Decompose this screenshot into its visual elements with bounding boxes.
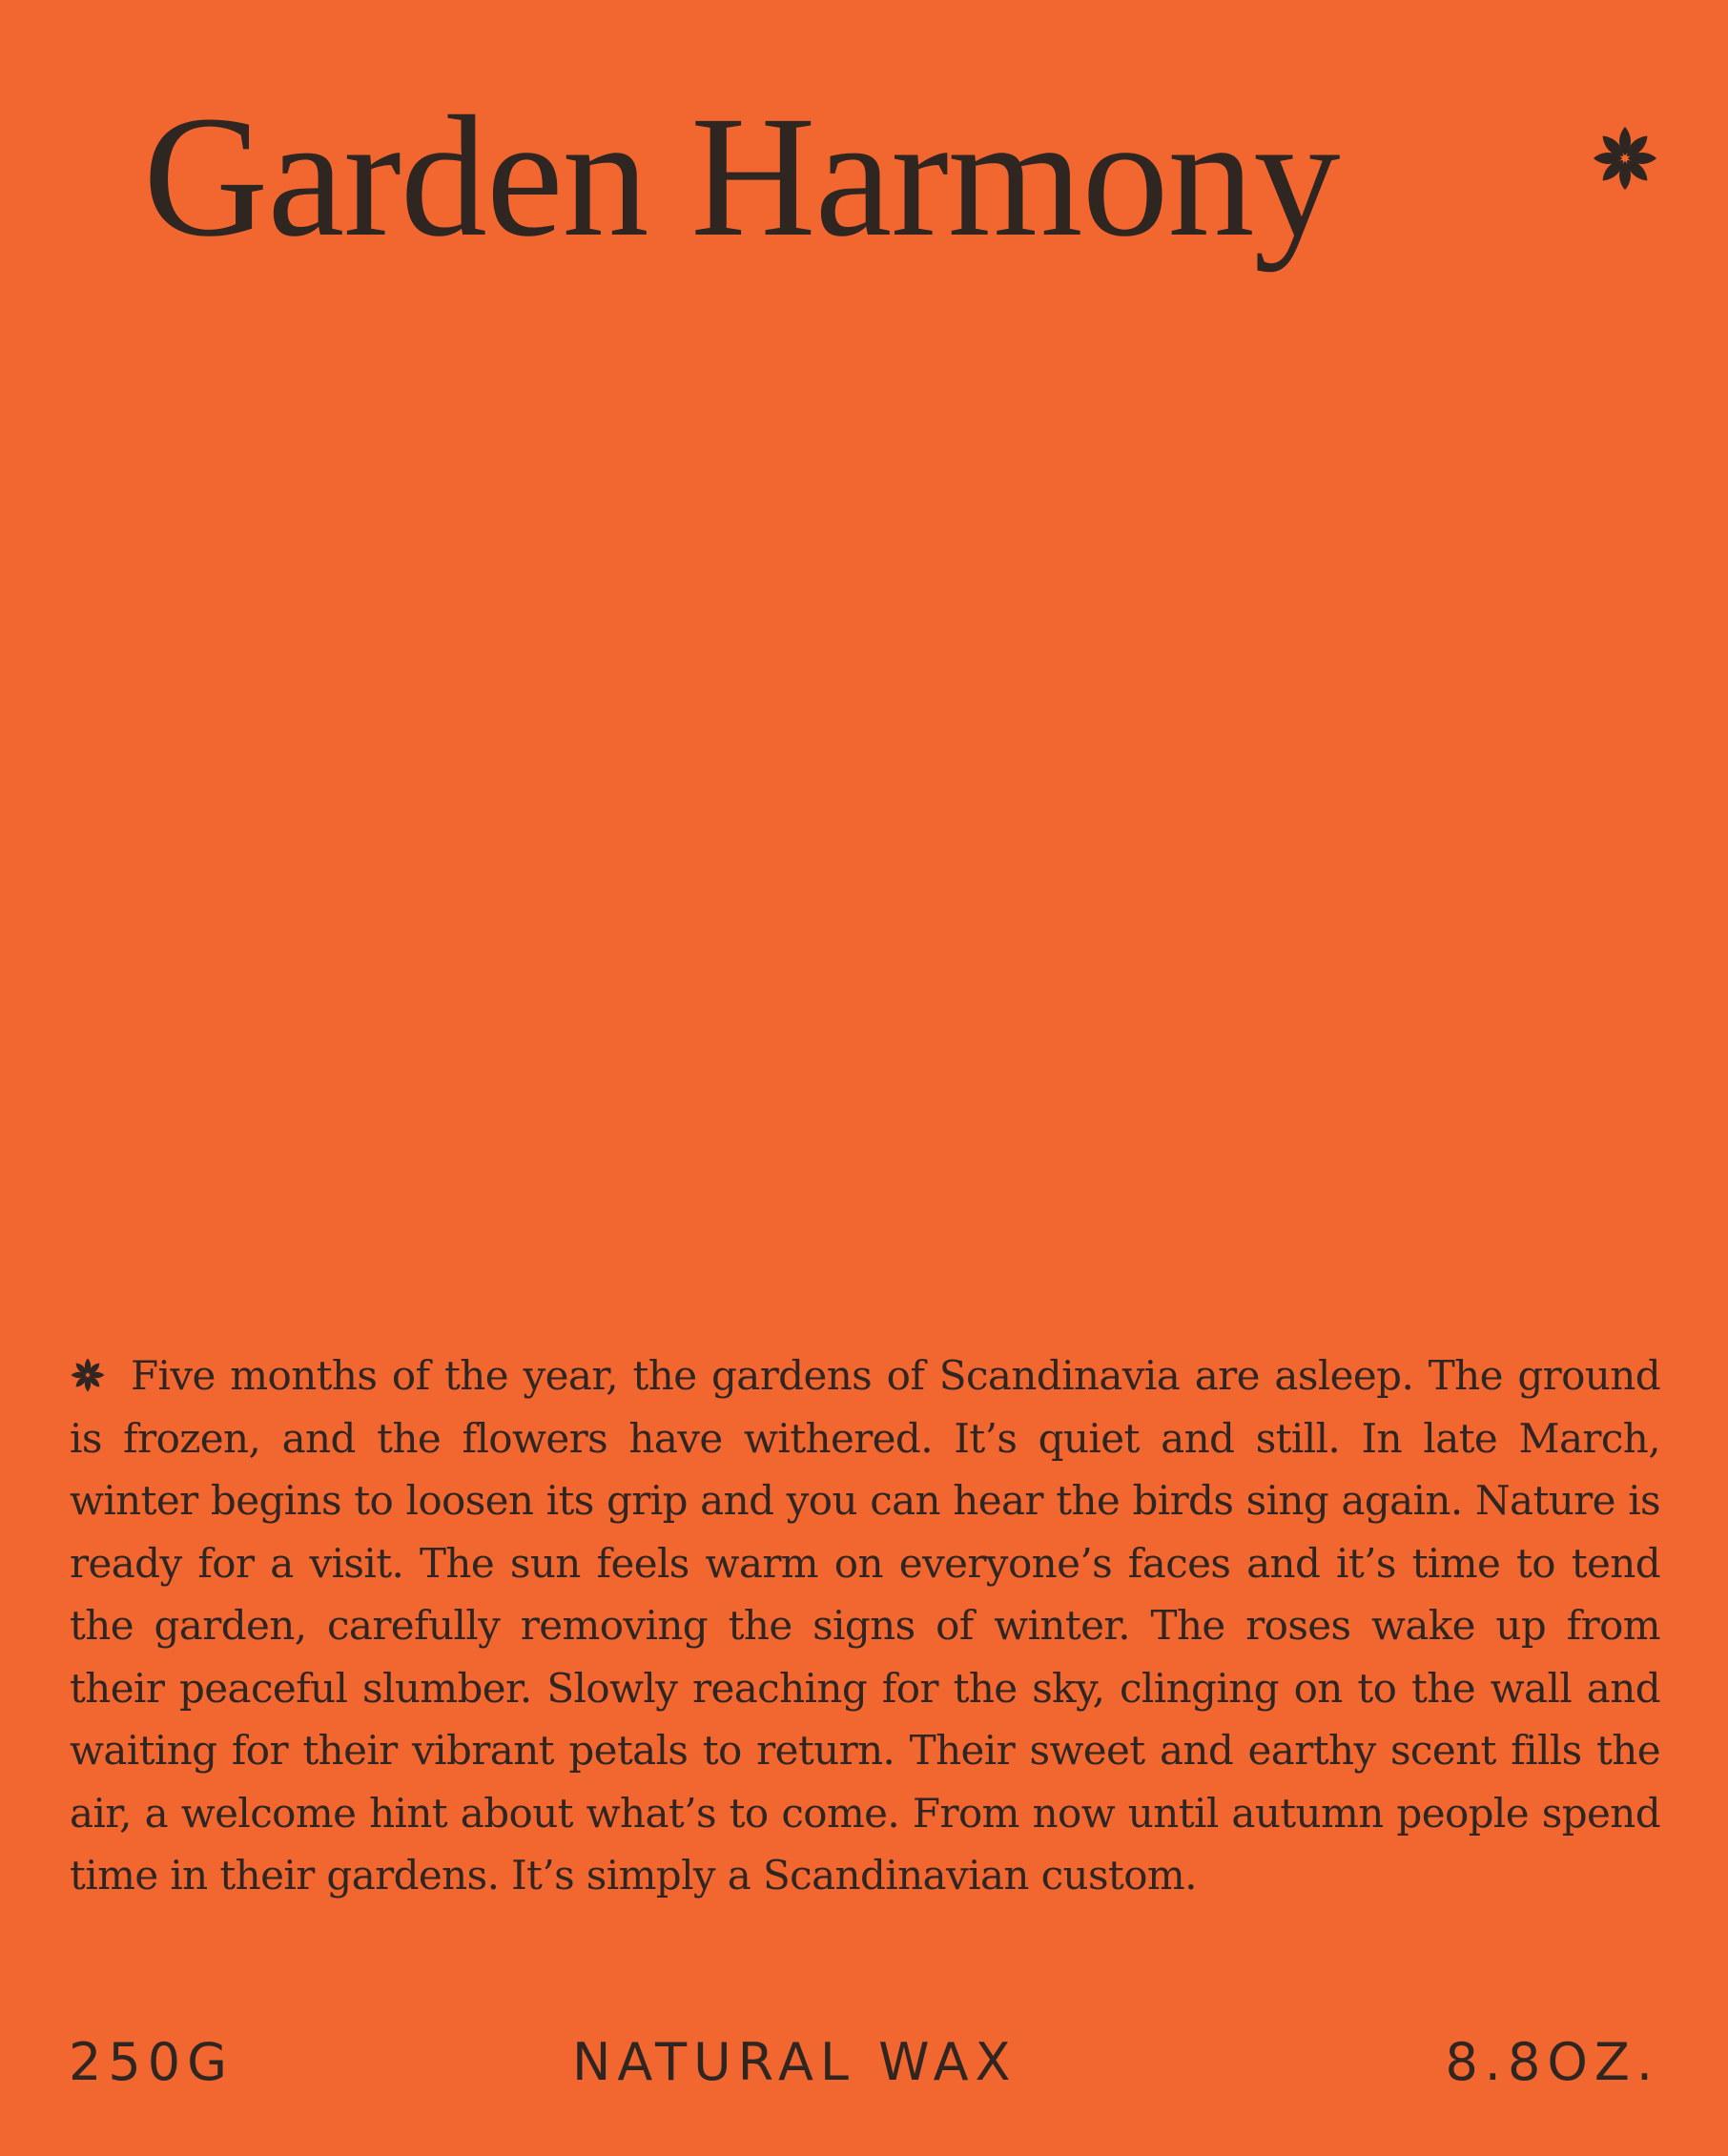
weight-metric: 250G [69, 2032, 234, 2092]
material-label: NATURAL WAX [572, 2032, 1018, 2092]
product-title: Garden Harmony [143, 81, 1340, 273]
asterisk-flower-icon [1591, 124, 1659, 193]
weight-imperial: 8.8OZ. [1445, 2032, 1659, 2092]
story-text: Five months of the year, the gardens of Scandinavia are asleep. The ground is frozen, and the flowers have withered. It’s quiet and still. In late March, winter begins to loosen its grip and you can hear the birds sing again. Nature is ready for a visit. The sun feels warm on everyone’s faces and it’s time to tend the garden, carefully removing the signs of winter. The roses wake up from their peaceful slumber. Slowly reaching for the sky, clinging on to the wall and waiting for their vibrant petals to return. Their sweet and earthy scent fills the air, a welcome hint about what’s to come. From now until autumn people spend time in their gardens. It’s simply a Scandinavian custom. [70, 1352, 1660, 1899]
product-story [70, 1345, 1660, 1907]
asterisk-flower-icon [70, 1357, 106, 1393]
